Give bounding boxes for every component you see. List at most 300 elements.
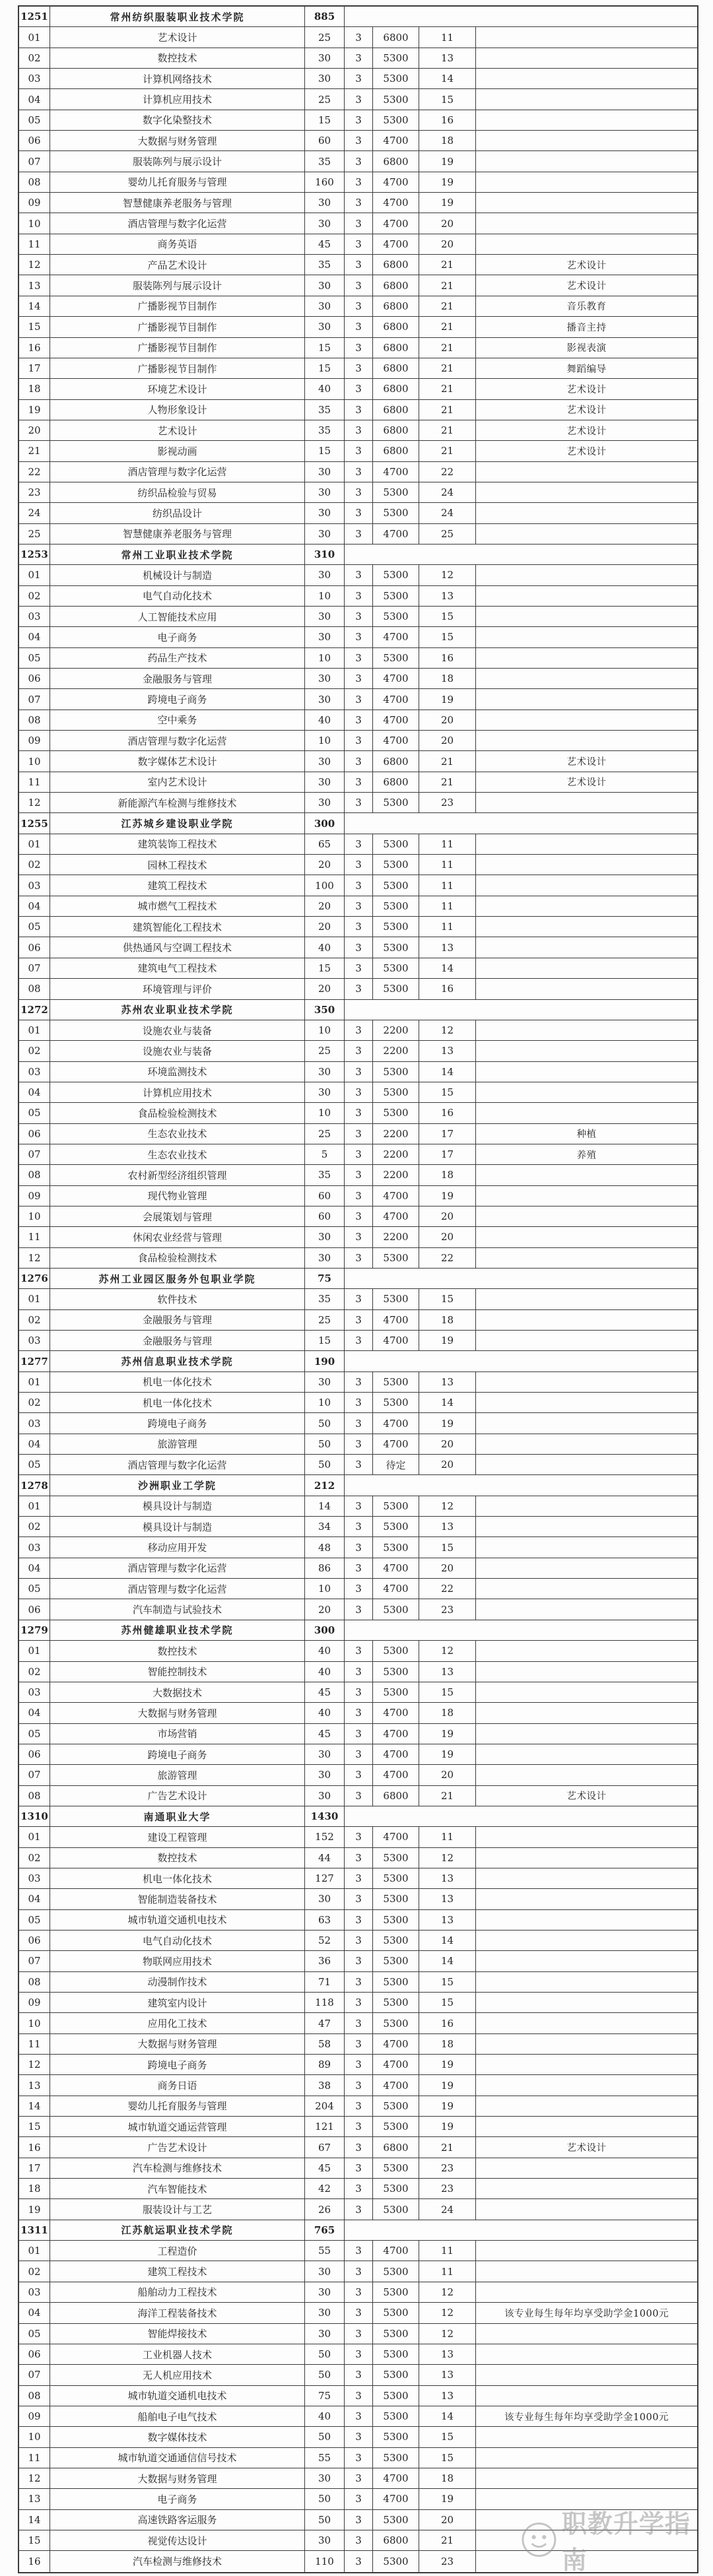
school-spacer-cell [345, 1475, 697, 1495]
seat-code-cell: 08 [19, 2386, 50, 2406]
school-spacer-cell [345, 2220, 697, 2240]
years-cell: 3 [345, 1393, 373, 1412]
years-cell: 3 [345, 1827, 373, 1847]
major-row [19, 151, 697, 172]
plan-count-cell: 30 [305, 2261, 345, 2281]
note-cell [476, 1682, 697, 1702]
note-cell [476, 1868, 697, 1888]
note-cell [476, 1765, 697, 1785]
batch-cell: 14 [419, 1931, 476, 1950]
note-cell [476, 2075, 697, 2095]
batch-cell: 19 [419, 2075, 476, 2095]
major-row [19, 2303, 697, 2323]
years-cell: 3 [345, 213, 373, 233]
plan-count-cell: 30 [305, 2324, 345, 2344]
major-row [19, 2427, 697, 2447]
batch-cell: 20 [419, 710, 476, 730]
years-cell: 3 [345, 2386, 373, 2406]
batch-cell: 23 [419, 2158, 476, 2178]
seat-code-cell: 07 [19, 1951, 50, 1971]
plan-count-cell: 30 [305, 462, 345, 482]
seat-code-cell: 07 [19, 689, 50, 709]
tuition-cell: 5300 [373, 503, 419, 523]
note-cell [476, 1041, 697, 1061]
major-name-cell: 空中乘务 [50, 710, 305, 730]
major-row [19, 2344, 697, 2365]
seat-code-cell: 18 [19, 379, 50, 399]
school-spacer-cell [345, 545, 697, 564]
tuition-cell: 4700 [373, 1186, 419, 1206]
batch-cell: 21 [419, 2137, 476, 2157]
major-name-cell: 应用化工技术 [50, 2013, 305, 2033]
major-name-cell: 旅游管理 [50, 1765, 305, 1785]
batch-cell: 22 [419, 1579, 476, 1599]
plan-count-cell: 20 [305, 1599, 345, 1619]
tuition-cell: 4700 [373, 234, 419, 254]
tuition-cell: 6800 [373, 296, 419, 316]
years-cell: 3 [345, 1868, 373, 1888]
note-cell: 艺术设计 [566, 426, 607, 437]
batch-cell: 15 [419, 607, 476, 626]
plan-count-cell: 30 [305, 1082, 345, 1102]
major-row [19, 2406, 697, 2427]
note-cell [476, 1662, 697, 1682]
seat-code-cell: 09 [19, 2406, 50, 2426]
tuition-cell: 5300 [373, 586, 419, 606]
seat-code-cell: 03 [19, 875, 50, 895]
batch-cell: 13 [419, 2386, 476, 2406]
tuition-cell: 5300 [373, 2096, 419, 2116]
note-cell [476, 607, 697, 626]
admission-table [18, 5, 698, 2573]
note-cell [476, 1393, 697, 1412]
batch-cell: 19 [419, 1413, 476, 1433]
major-name-cell: 机电一体化技术 [50, 1868, 305, 1888]
seat-code-cell: 09 [19, 731, 50, 750]
note-cell [476, 937, 697, 957]
years-cell: 3 [345, 1289, 373, 1309]
batch-cell: 25 [419, 524, 476, 544]
batch-cell: 19 [419, 1724, 476, 1744]
school-code-cell: 1272 [19, 1000, 50, 1020]
note-cell [476, 27, 697, 47]
major-row [19, 896, 697, 917]
major-row [19, 1517, 697, 1537]
years-cell: 3 [345, 2261, 373, 2281]
school-total-cell: 1430 [305, 1806, 345, 1826]
plan-count-cell: 30 [305, 565, 345, 585]
batch-cell: 19 [419, 1744, 476, 1764]
plan-count-cell: 40 [305, 2406, 345, 2426]
tuition-cell: 6800 [373, 255, 419, 275]
plan-count-cell: 30 [305, 482, 345, 502]
seat-code-cell: 03 [19, 2282, 50, 2302]
batch-cell: 13 [419, 1910, 476, 1930]
years-cell: 3 [345, 1041, 373, 1061]
plan-count-cell: 36 [305, 1951, 345, 1971]
major-name-cell: 广播影视节目制作 [50, 358, 305, 378]
batch-cell: 23 [419, 793, 476, 812]
major-row [19, 296, 697, 317]
tuition-cell: 4700 [373, 2075, 419, 2095]
school-header-row [19, 1806, 697, 1827]
major-name-cell: 广播影视节目制作 [50, 338, 305, 358]
plan-count-cell: 45 [305, 1724, 345, 1744]
major-name-cell: 海洋工程装备技术 [50, 2303, 305, 2323]
note-cell [476, 89, 697, 109]
plan-count-cell: 30 [305, 751, 345, 771]
batch-cell: 19 [419, 151, 476, 171]
seat-code-cell: 04 [19, 1889, 50, 1909]
batch-cell: 15 [419, 2448, 476, 2468]
major-row [19, 565, 697, 585]
seat-code-cell: 07 [19, 1144, 50, 1164]
major-row [19, 1703, 697, 1723]
plan-count-cell: 30 [305, 1062, 345, 1082]
major-name-cell: 酒店管理与数字化运营 [50, 213, 305, 233]
seat-code-cell: 04 [19, 896, 50, 916]
note-cell [476, 1703, 697, 1723]
seat-code-cell: 07 [19, 2365, 50, 2385]
seat-code-cell: 05 [19, 1455, 50, 1474]
note-cell [476, 896, 697, 916]
note-cell [476, 958, 697, 978]
school-spacer-cell [345, 1269, 697, 1288]
batch-cell: 11 [419, 27, 476, 47]
major-name-cell: 酒店管理与数字化运营 [50, 731, 305, 750]
major-name-cell: 广播影视节目制作 [50, 317, 305, 337]
note-cell: 艺术设计 [566, 757, 607, 768]
plan-count-cell: 42 [305, 2179, 345, 2198]
years-cell: 3 [345, 1889, 373, 1909]
batch-cell: 11 [419, 2261, 476, 2281]
seat-code-cell: 16 [19, 338, 50, 358]
years-cell: 3 [345, 172, 373, 192]
batch-cell: 22 [419, 462, 476, 482]
seat-code-cell: 02 [19, 855, 50, 875]
batch-cell: 20 [419, 213, 476, 233]
school-code-cell: 1277 [19, 1351, 50, 1371]
tuition-cell: 5300 [373, 917, 419, 937]
school-total-cell: 350 [305, 1000, 345, 1020]
major-row [19, 2468, 697, 2489]
major-name-cell: 智慧健康养老服务与管理 [50, 524, 305, 544]
years-cell: 3 [345, 1227, 373, 1247]
note-cell [476, 1972, 697, 1992]
seat-code-cell: 11 [19, 234, 50, 254]
tuition-cell: 5300 [373, 565, 419, 585]
plan-count-cell: 20 [305, 917, 345, 937]
batch-cell: 15 [419, 2427, 476, 2447]
note-cell [476, 69, 697, 88]
batch-cell: 15 [419, 1537, 476, 1557]
plan-count-cell: 30 [305, 1227, 345, 1247]
seat-code-cell: 13 [19, 2075, 50, 2095]
plan-count-cell: 63 [305, 1910, 345, 1930]
batch-cell: 20 [419, 1206, 476, 1226]
major-row [19, 731, 697, 751]
tuition-cell: 6800 [373, 358, 419, 378]
batch-cell: 14 [419, 1062, 476, 1082]
school-header-row [19, 813, 697, 834]
plan-count-cell: 15 [305, 358, 345, 378]
tuition-cell: 5300 [373, 2344, 419, 2364]
note-cell [476, 2055, 697, 2074]
note-cell: 舞蹈编导 [566, 364, 607, 375]
plan-count-cell: 30 [305, 793, 345, 812]
note-cell [476, 1372, 697, 1392]
seat-code-cell: 03 [19, 1537, 50, 1557]
major-name-cell: 广告艺术设计 [50, 1786, 305, 1806]
plan-count-cell: 25 [305, 27, 345, 47]
major-row [19, 2324, 697, 2344]
years-cell: 3 [345, 1310, 373, 1330]
note-cell [476, 151, 697, 171]
note-cell [476, 793, 697, 812]
major-row [19, 689, 697, 710]
plan-count-cell: 30 [305, 2303, 345, 2323]
note-cell [476, 193, 697, 213]
school-spacer-cell [345, 1620, 697, 1640]
major-row [19, 2510, 697, 2530]
tuition-cell: 5300 [373, 1537, 419, 1557]
plan-count-cell: 10 [305, 586, 345, 606]
note-cell [476, 1186, 697, 1206]
seat-code-cell: 01 [19, 1372, 50, 1392]
seat-code-cell: 06 [19, 2344, 50, 2364]
major-name-cell: 数控技术 [50, 48, 305, 68]
seat-code-cell: 07 [19, 151, 50, 171]
major-row [19, 627, 697, 647]
major-row [19, 1682, 697, 1703]
major-row [19, 1537, 697, 1558]
seat-code-cell: 02 [19, 1041, 50, 1061]
plan-count-cell: 55 [305, 2448, 345, 2468]
seat-code-cell: 07 [19, 958, 50, 978]
years-cell: 3 [345, 317, 373, 337]
major-row [19, 482, 697, 503]
major-row [19, 1331, 697, 1351]
major-row [19, 1372, 697, 1393]
batch-cell: 13 [419, 937, 476, 957]
tuition-cell: 5300 [373, 896, 419, 916]
batch-cell: 18 [419, 1310, 476, 1330]
years-cell: 3 [345, 1103, 373, 1123]
plan-count-cell: 40 [305, 379, 345, 399]
major-name-cell: 计算机应用技术 [50, 1082, 305, 1102]
major-name-cell: 休闲农业经营与管理 [50, 1227, 305, 1247]
major-row [19, 1889, 697, 1909]
major-name-cell: 艺术设计 [50, 27, 305, 47]
note-cell [476, 2324, 697, 2344]
major-row [19, 1434, 697, 1455]
tuition-cell: 4700 [373, 1434, 419, 1454]
note-cell [476, 48, 697, 68]
years-cell: 3 [345, 689, 373, 709]
years-cell: 3 [345, 1744, 373, 1764]
note-cell [476, 2386, 697, 2406]
watermark-text: 职教升学指南 [561, 2509, 691, 2575]
note-cell [476, 2179, 697, 2198]
seat-code-cell: 02 [19, 586, 50, 606]
major-row [19, 317, 697, 337]
years-cell: 3 [345, 937, 373, 957]
major-name-cell: 移动应用开发 [50, 1537, 305, 1557]
note-cell [476, 2199, 697, 2219]
major-name-cell: 建筑智能化工程技术 [50, 917, 305, 937]
batch-cell: 11 [419, 875, 476, 895]
note-cell: 该专业每生每年均享受助学金1000元 [504, 2412, 669, 2423]
seat-code-cell: 12 [19, 793, 50, 812]
plan-count-cell: 50 [305, 2489, 345, 2509]
plan-count-cell: 30 [305, 296, 345, 316]
note-cell [476, 1827, 697, 1847]
batch-cell: 15 [419, 1993, 476, 2012]
batch-cell: 16 [419, 979, 476, 999]
batch-cell: 22 [419, 1248, 476, 1268]
major-row [19, 2261, 697, 2282]
years-cell: 3 [345, 1641, 373, 1661]
years-cell: 3 [345, 441, 373, 461]
plan-count-cell: 20 [305, 855, 345, 875]
years-cell: 3 [345, 1579, 373, 1599]
batch-cell: 21 [419, 296, 476, 316]
major-row [19, 1289, 697, 1309]
years-cell: 3 [345, 1993, 373, 2012]
seat-code-cell: 17 [19, 2158, 50, 2178]
major-name-cell: 建筑装饰工程技术 [50, 834, 305, 854]
years-cell: 3 [345, 2282, 373, 2302]
major-name-cell: 酒店管理与数字化运营 [50, 1579, 305, 1599]
tuition-cell: 5300 [373, 2282, 419, 2302]
tuition-cell: 5300 [373, 2303, 419, 2323]
seat-code-cell: 14 [19, 2510, 50, 2530]
plan-count-cell: 35 [305, 420, 345, 440]
seat-code-cell: 01 [19, 1641, 50, 1661]
note-cell [476, 1910, 697, 1930]
seat-code-cell: 08 [19, 172, 50, 192]
note-cell [476, 834, 697, 854]
batch-cell: 11 [419, 855, 476, 875]
tuition-cell: 5300 [373, 1682, 419, 1702]
years-cell: 3 [345, 2489, 373, 2509]
tuition-cell: 5300 [373, 1993, 419, 2012]
plan-count-cell: 30 [305, 772, 345, 792]
tuition-cell: 5300 [373, 2013, 419, 2033]
batch-cell: 20 [419, 731, 476, 750]
batch-cell: 11 [419, 917, 476, 937]
note-cell [476, 2489, 697, 2509]
plan-count-cell: 26 [305, 2199, 345, 2219]
major-row [19, 958, 697, 979]
tuition-cell: 4700 [373, 669, 419, 688]
school-total-cell: 765 [305, 2220, 345, 2240]
tuition-cell: 5300 [373, 1662, 419, 1682]
years-cell: 3 [345, 2324, 373, 2344]
note-cell [476, 1020, 697, 1040]
major-name-cell: 高速铁路客运服务 [50, 2510, 305, 2530]
major-row [19, 358, 697, 379]
years-cell: 3 [345, 2179, 373, 2198]
seat-code-cell: 08 [19, 710, 50, 730]
tuition-cell: 5300 [373, 979, 419, 999]
plan-count-cell: 45 [305, 1682, 345, 1702]
batch-cell: 20 [419, 1227, 476, 1247]
note-cell [476, 172, 697, 192]
note-cell [476, 1310, 697, 1330]
major-name-cell: 模具设计与制造 [50, 1496, 305, 1516]
plan-count-cell: 15 [305, 1331, 345, 1350]
major-row [19, 1227, 697, 1247]
batch-cell: 18 [419, 1165, 476, 1185]
plan-count-cell: 30 [305, 275, 345, 295]
tuition-cell: 5300 [373, 607, 419, 626]
seat-code-cell: 03 [19, 1682, 50, 1702]
years-cell: 3 [345, 193, 373, 213]
major-name-cell: 电子商务 [50, 2489, 305, 2509]
tuition-cell: 5300 [373, 1393, 419, 1412]
seat-code-cell: 08 [19, 1165, 50, 1185]
note-cell [476, 1331, 697, 1350]
plan-count-cell: 30 [305, 2468, 345, 2488]
major-name-cell: 软件技术 [50, 1289, 305, 1309]
batch-cell: 20 [419, 1765, 476, 1785]
seat-code-cell: 10 [19, 1206, 50, 1226]
batch-cell: 13 [419, 586, 476, 606]
tuition-cell: 4700 [373, 172, 419, 192]
seat-code-cell: 03 [19, 1331, 50, 1350]
batch-cell: 18 [419, 2468, 476, 2488]
major-name-cell: 环境监测技术 [50, 1062, 305, 1082]
seat-code-cell: 13 [19, 2489, 50, 2509]
seat-code-cell: 05 [19, 110, 50, 130]
plan-count-cell: 30 [305, 503, 345, 523]
major-name-cell: 无人机应用技术 [50, 2365, 305, 2385]
plan-count-cell: 30 [305, 1248, 345, 1268]
note-cell [476, 213, 697, 233]
major-name-cell: 工程造价 [50, 2241, 305, 2261]
tuition-cell: 5300 [373, 1931, 419, 1950]
major-row [19, 2179, 697, 2199]
plan-count-cell: 25 [305, 1041, 345, 1061]
major-name-cell: 视觉传达设计 [50, 2530, 305, 2550]
years-cell: 3 [345, 1972, 373, 1992]
batch-cell: 24 [419, 503, 476, 523]
plan-count-cell: 10 [305, 1393, 345, 1412]
note-cell: 艺术设计 [566, 405, 607, 416]
major-name-cell: 机电一体化技术 [50, 1393, 305, 1412]
major-row [19, 1041, 697, 1061]
major-name-cell: 酒店管理与数字化运营 [50, 462, 305, 482]
seat-code-cell: 20 [19, 420, 50, 440]
major-row [19, 751, 697, 772]
major-row [19, 400, 697, 420]
years-cell: 3 [345, 1144, 373, 1164]
major-name-cell: 纺织品设计 [50, 503, 305, 523]
note-cell: 艺术设计 [566, 260, 607, 271]
seat-code-cell: 04 [19, 627, 50, 647]
plan-count-cell: 50 [305, 1455, 345, 1474]
plan-count-cell: 50 [305, 2510, 345, 2530]
major-row [19, 1993, 697, 2013]
major-name-cell: 动漫制作技术 [50, 1972, 305, 1992]
major-row [19, 607, 697, 627]
seat-code-cell: 01 [19, 1020, 50, 1040]
tuition-cell: 4700 [373, 193, 419, 213]
school-header-row [19, 1475, 697, 1496]
tuition-cell: 6800 [373, 379, 419, 399]
major-name-cell: 跨境电子商务 [50, 689, 305, 709]
